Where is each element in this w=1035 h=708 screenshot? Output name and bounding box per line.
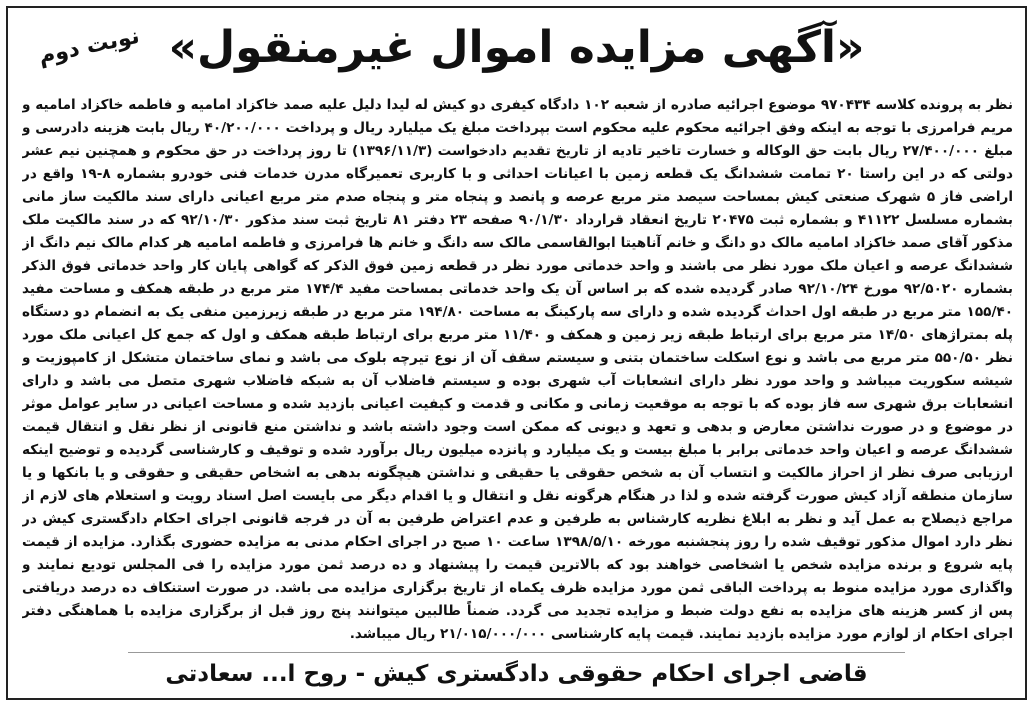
footer-divider xyxy=(128,652,905,653)
notice-frame xyxy=(6,6,1027,700)
judge-signature: قاضی اجرای احکام حقوقی دادگستری کیش - روح ا... سعادتی xyxy=(165,661,868,687)
notice-body: نظر به پرونده کلاسه ۹۷۰۴۳۴ موضوع اجرائیه صادره از شعبه ۱۰۲ دادگاه کیفری دو کیش له لیدا دلیل علیه صمد خاکزاد امامیه و فاطمه خاکزاد امامیه و مریم فرامرزی با توجه به اینکه وفق اجرائیه محکوم علیه محکوم است بپرداخت مبلغ یک میلیارد ریال و پرداخت ۴۰/۲۰۰/۰۰۰ ریال بابت هزینه دادرسی و مبلغ ۲۷/۴۰۰/۰۰۰ ریال بابت حق الوکاله و خسارت تاخیر تادیه از تاریخ تقدیم دادخواست (۱۳۹۶/۱۱/۳) تا روز پرداخت در حق محکوم و همچنین نیم عشر دولتی که در این راستا ۲۰ تمامت ششدانگ یک قطعه زمین با اعیانات احداثی و با کاربری تعمیرگاه مدرن خدمات فنی خودرو بشماره ۸-۱۹ واقع در اراضی فاز ۵ شهرک صنعتی کیش بمساحت سیصد متر مربع عرصه و پانصد و پنجاه متر و پنجاه صدم متر مربع اعیانی دارای سند مالکیت ساز مانی بشماره مسلسل ۴۱۱۲۲ و بشماره ثبت ۲۰۴۷۵ تاریخ انعقاد قرارداد ۹۰/۱/۳۰ صفحه ۲۳ دفتر ۸۱ تاریخ ثبت سند مذکور ۹۲/۱۰/۳۰ که در سند مالکیت ملک مذکور آقای صمد خاکزاد امامیه مالک دو دانگ و خانم آناهیتا ابوالقاسمی مالک سه دانگ و خانم ها فرامرزی و فاطمه امامیه هر کدام مالک نیم دانگ از ششدانگ عرصه و اعیان ملک مورد نظر می باشند و واحد خدماتی مورد نظر در قطعه زمین فوق الذکر که گواهی پایان کار واحد خدماتی فوق الذکر بشماره ۹۲/۵۰۲۰ مورخ ۹۲/۱۰/۲۴ صادر گردیده شده که بر اساس آن یک واحد خدماتی بمساحت مفید ۱۷۴/۴ متر مربع در طبقه همکف و مساحت مفید ۱۵۵/۴۰ متر مربع در طبقه اول احداث گردیده شده و دارای سه پارکینگ به مساحت ۱۹۴/۸۰ متر مربع در طبقه زیرزمین منفی یک به انضمام دو دستگاه پله بمتراژهای ۱۴/۵۰ متر مربع برای ارتباط طبقه زیر زمین و همکف و ۱۱/۴۰ متر مربع برای ارتباط طبقه همکف و اول که جمع کل اعیانی ملک مورد نظر ۵۵۰/۵۰ متر مربع می باشد و نوع اسکلت ساختمان بتنی و سیستم سقف آن از نوع تیرچه بلوک می باشد و نمای ساختمان متشکل از کامپوزیت و شیشه سکوریت میباشد و واحد مورد نظر دارای انشعابات آب شهری بوده و سیستم فاضلاب آن به شبکه فاضلاب شهری متصل می باشد و دارای انشعابات برق شهری سه فاز بوده که با توجه به موقعیت زمانی و مکانی و قدمت و کیفیت اعیانی بازدید شده و مساحت اعیانی در سایر عوامل موثر در موضوع و در صورت نداشتن معارض و بدهی و تعهد و دیونی که ممکن است وجود داشته باشد و نداشتن منع قانونی از نظر نقل و انتقال قیمت ششدانگ عرصه و اعیان واحد خدماتی برابر با مبلغ بیست و یک میلیارد و پانزده میلیون ریال برآورد شده و توقیف و کارشناسی گردیده و توضیح اینکه ارزیابی صرف نظر از احراز مالکیت و انتساب آن به شخص حقوقی یا حقیقی و نداشتن هیچگونه بدهی به اشخاص حقیقی و حقوقی و یا بانکها و یا سازمان منطقه آزاد کیش صورت گرفته شده و لذا در هنگام هرگونه نقل و انتقال و یا اقدام دیگر می بایست اصل اسناد رویت و استعلام های لازم از مراجع ذیصلاح به عمل آید و نظر به ابلاغ نظریه کارشناس به طرفین و عدم اعتراض طرفین به آن در فرجه قانونی اجرای احکام دادگستری کیش در نظر دارد اموال مذکور توقیف شده را روز پنجشنبه مورخه ۱۳۹۸/۵/۱۰ ساعت ۱۰ صبح در اجرای احکام مدنی به مزایده حضوری بگذارد. مزایده از قیمت پایه شروع و برنده مزایده شخص یا اشخاصی خواهند بود که بالاترین قیمت را پیشنهاد و ده درصد ثمن مورد مزایده را فی المجلس تودیع نمایند و واگذاری مورد مزایده منوط به پرداخت الباقی ثمن مورد مزایده ظرف یکماه از تاریخ برگزاری مزایده می باشد. در صورت استنکاف ده درصد دریافتی پس از کسر هزینه های مزایده به نفع دولت ضبط و مزایده تجدید می گردد. ضمناً طالبین میتوانند پنج روز قبل از برگزاری مزایده با هماهنگی دفتر اجرای احکام از لوازم مورد مزایده بازدید نمایند. قیمت پایه کارشناسی ۲۱/۰۱۵/۰۰۰/۰۰۰ ریال میباشد. xyxy=(22,97,1013,642)
round-label: نوبت دوم xyxy=(36,23,142,70)
notice-header xyxy=(8,8,1025,90)
notice-title: «آگهی مزایده اموال غیرمنقول» xyxy=(168,22,865,73)
